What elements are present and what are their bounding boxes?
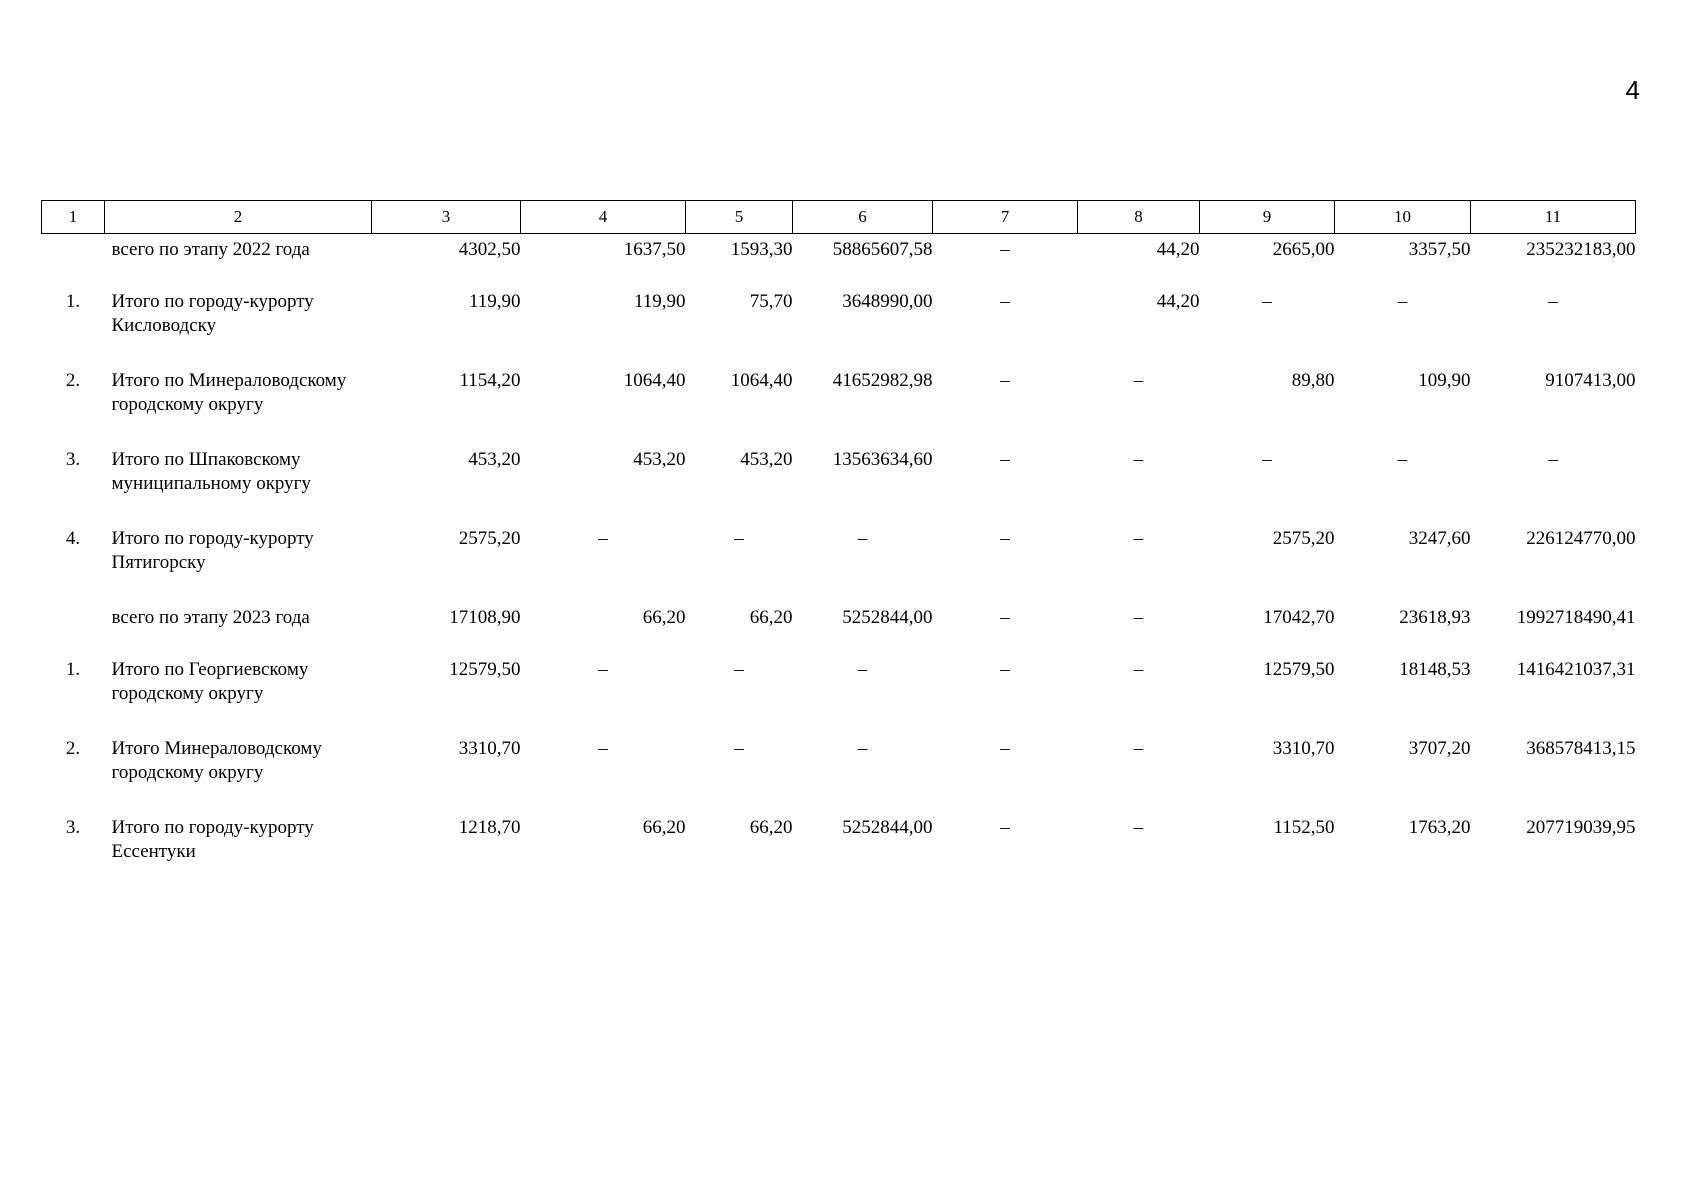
cell-col-6: – — [857, 738, 868, 759]
cell-col-11: 1992718490,41 — [1516, 607, 1636, 628]
row-number — [42, 602, 105, 654]
cell-col-11: 207719039,95 — [1526, 817, 1636, 838]
cell-col-6: 3648990,00 — [842, 291, 933, 312]
column-header: 6 — [793, 201, 933, 234]
page-number: 4 — [1625, 75, 1640, 105]
cell-col-11: – — [1548, 449, 1558, 470]
cell-col-3: 3310,70 — [458, 738, 521, 759]
cell-col-11: 226124770,00 — [1526, 528, 1636, 549]
cell-col-7: – — [1000, 607, 1010, 628]
column-header: 8 — [1078, 201, 1200, 234]
cell-col-5: – — [734, 738, 744, 759]
cell-col-7: – — [1000, 817, 1010, 838]
cell-col-7: – — [1000, 738, 1010, 759]
row-name-line: Ессентуки — [111, 841, 196, 862]
row-name-line: городскому округу — [111, 394, 264, 415]
cell-col-6: 58865607,58 — [832, 239, 933, 260]
cell-col-9: 1152,50 — [1273, 817, 1335, 838]
cell-col-11: 368578413,15 — [1526, 738, 1636, 759]
cell-col-8: – — [1133, 607, 1144, 628]
row-name-line: Итого по городу-курорту — [111, 528, 314, 549]
cell-col-10: 18148,53 — [1399, 659, 1471, 680]
cell-col-6: 5252844,00 — [842, 607, 933, 628]
row-name-line: городскому округу — [111, 683, 264, 704]
cell-col-11: – — [1548, 291, 1558, 312]
cell-col-5: – — [734, 528, 744, 549]
row-name — [105, 812, 372, 876]
cell-col-6: 5252844,00 — [842, 817, 933, 838]
cell-col-9: 2665,00 — [1272, 239, 1335, 260]
cell-col-7: – — [1000, 528, 1010, 549]
cell-col-5: 1593,30 — [730, 239, 793, 260]
cell-col-10: 3707,20 — [1408, 738, 1471, 759]
cell-col-7: – — [1000, 659, 1010, 680]
cell-col-7: – — [1000, 370, 1010, 391]
cell-col-5: 66,20 — [749, 607, 793, 628]
row-name-line: городскому округу — [111, 762, 264, 783]
column-header: 9 — [1200, 201, 1335, 234]
cell-col-9: 3310,70 — [1272, 738, 1335, 759]
table-row — [42, 234, 1636, 287]
column-header: 10 — [1335, 201, 1471, 234]
cell-col-5: 1064,40 — [730, 370, 793, 391]
table-row — [42, 523, 1636, 602]
column-header: 2 — [105, 201, 372, 234]
cell-col-8: – — [1133, 370, 1144, 391]
cell-col-10: 3247,60 — [1408, 528, 1471, 549]
row-name-line: Итого по Шпаковскому — [111, 449, 301, 470]
cell-col-5: 75,70 — [749, 291, 793, 312]
column-header: 3 — [372, 201, 521, 234]
row-name — [105, 234, 372, 287]
cell-col-9: – — [1262, 449, 1272, 470]
row-name — [105, 286, 372, 365]
cell-col-3: 1218,70 — [458, 817, 521, 838]
cell-col-3: 453,20 — [468, 449, 521, 470]
row-name — [105, 523, 372, 602]
cell-col-9: 12579,50 — [1263, 659, 1335, 680]
cell-col-8: – — [1133, 528, 1144, 549]
cell-col-5: 453,20 — [740, 449, 793, 470]
row-name — [105, 733, 372, 812]
table-row — [42, 602, 1636, 654]
row-name — [105, 602, 372, 654]
cell-col-10: 3357,50 — [1408, 239, 1471, 260]
cell-col-8: – — [1133, 817, 1144, 838]
cell-col-8: – — [1133, 449, 1144, 470]
table-row — [42, 365, 1636, 444]
row-number: 1. — [65, 291, 81, 312]
row-name-line: Итого по Георгиевскому — [111, 659, 309, 680]
column-header: 4 — [521, 201, 686, 234]
cell-col-4: 66,20 — [642, 607, 686, 628]
cell-col-10: 109,90 — [1418, 370, 1471, 391]
row-number — [42, 234, 105, 287]
cell-col-4: 66,20 — [642, 817, 686, 838]
cell-col-9: 17042,70 — [1263, 607, 1335, 628]
table-row — [42, 654, 1636, 733]
cell-col-3: 119,90 — [468, 291, 521, 312]
row-name-line: Итого по Минераловодскому — [111, 370, 347, 391]
row-name — [105, 654, 372, 733]
cell-col-11: 235232183,00 — [1526, 239, 1636, 260]
cell-col-7: – — [1000, 449, 1010, 470]
cell-col-6: – — [857, 528, 868, 549]
cell-col-7: – — [1000, 291, 1010, 312]
cell-col-4: 453,20 — [633, 449, 686, 470]
row-name — [105, 444, 372, 523]
table-row — [42, 733, 1636, 812]
cell-col-8: – — [1133, 738, 1144, 759]
cell-col-6: 13563634,60 — [832, 449, 933, 470]
cell-col-9: 89,80 — [1291, 370, 1335, 391]
row-name-line: всего по этапу 2022 года — [111, 239, 310, 260]
cell-col-5: 66,20 — [749, 817, 793, 838]
cell-col-3: 2575,20 — [458, 528, 521, 549]
column-header: 7 — [933, 201, 1078, 234]
table-row — [42, 444, 1636, 523]
row-number: 4. — [65, 528, 81, 549]
cell-col-5: – — [734, 659, 744, 680]
row-name-line: Пятигорску — [111, 552, 206, 573]
cell-col-9: 2575,20 — [1272, 528, 1335, 549]
cell-col-10: – — [1397, 291, 1408, 312]
table-body — [42, 234, 1636, 877]
row-number: 2. — [65, 370, 81, 391]
table-header-row — [42, 201, 1636, 234]
cell-col-8: – — [1133, 659, 1144, 680]
row-name-line: Итого по городу-курорту — [111, 291, 314, 312]
cell-col-11: 1416421037,31 — [1516, 659, 1636, 680]
row-name-line: Итого по городу-курорту — [111, 817, 314, 838]
cell-col-4: – — [598, 659, 608, 680]
row-number: 1. — [65, 659, 81, 680]
table-row — [42, 812, 1636, 876]
row-name — [105, 365, 372, 444]
row-name-line: Итого Минераловодскому — [111, 738, 322, 759]
cell-col-10: 23618,93 — [1399, 607, 1471, 628]
row-number: 3. — [65, 817, 81, 838]
cell-col-3: 12579,50 — [449, 659, 521, 680]
cell-col-6: – — [857, 659, 868, 680]
cell-col-3: 4302,50 — [458, 239, 521, 260]
cell-col-4: 1064,40 — [623, 370, 686, 391]
cell-col-4: 119,90 — [633, 291, 686, 312]
cell-col-11: 9107413,00 — [1545, 370, 1636, 391]
cell-col-3: 17108,90 — [449, 607, 521, 628]
cell-col-7: – — [1000, 239, 1010, 260]
cell-col-10: 1763,20 — [1408, 817, 1471, 838]
column-header: 1 — [42, 201, 105, 234]
cell-col-6: 41652982,98 — [832, 370, 933, 391]
cell-col-10: – — [1397, 449, 1408, 470]
cell-col-4: – — [598, 738, 608, 759]
cell-col-8: 44,20 — [1156, 291, 1200, 312]
cell-col-4: 1637,50 — [623, 239, 686, 260]
row-number: 3. — [65, 449, 81, 470]
column-header: 5 — [686, 201, 793, 234]
row-number: 2. — [65, 738, 81, 759]
row-name-line: Кисловодску — [111, 315, 217, 336]
cell-col-8: 44,20 — [1156, 239, 1200, 260]
cell-col-4: – — [598, 528, 608, 549]
cell-col-3: 1154,20 — [459, 370, 521, 391]
cell-col-9: – — [1262, 291, 1272, 312]
row-name-line: муниципальному округу — [111, 473, 311, 494]
data-table — [41, 200, 1636, 876]
row-name-line: всего по этапу 2023 года — [111, 607, 310, 628]
column-header: 11 — [1471, 201, 1636, 234]
table-row — [42, 286, 1636, 365]
